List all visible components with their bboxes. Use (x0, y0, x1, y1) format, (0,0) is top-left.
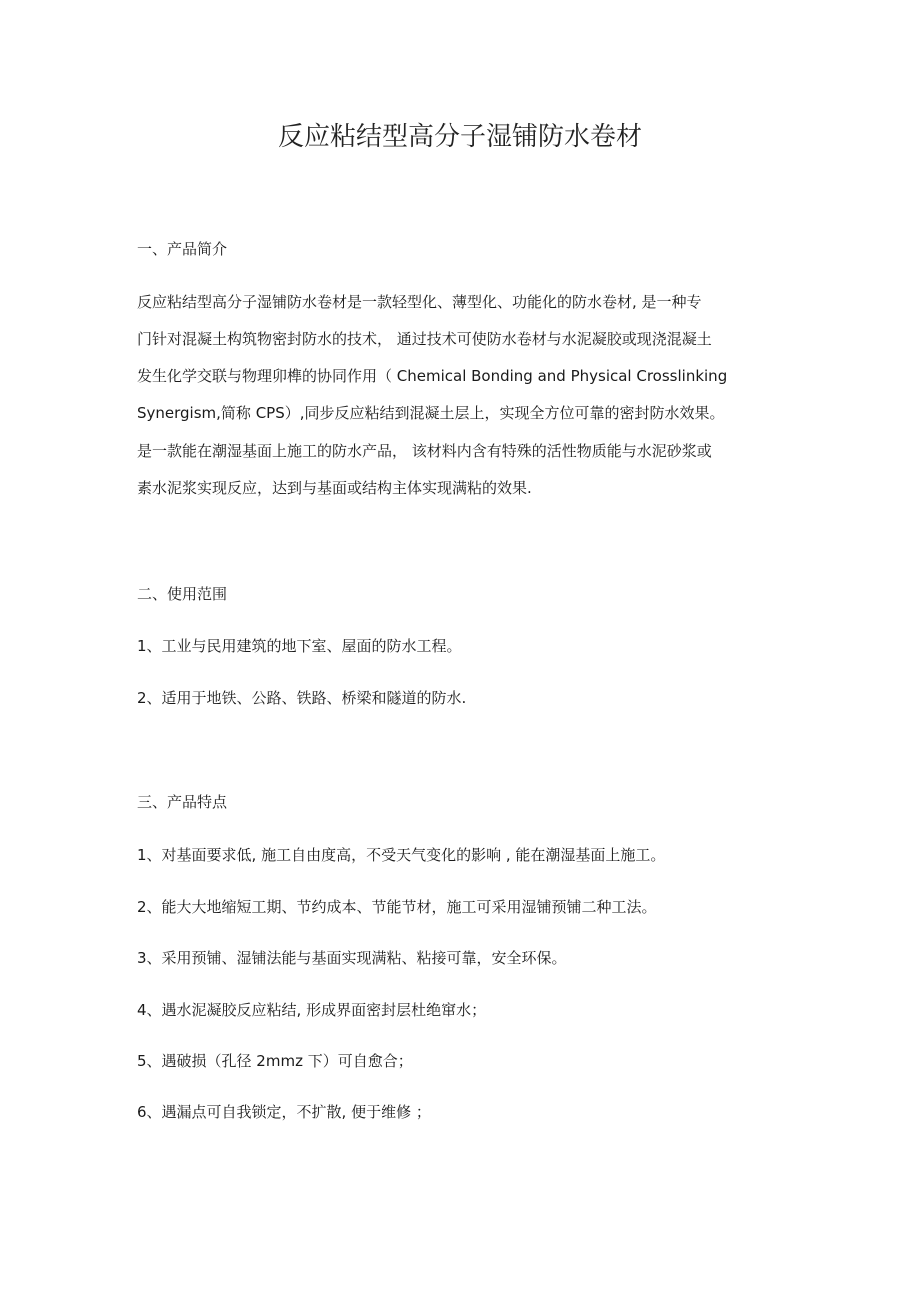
paragraph-line: 发生化学交联与物理卯榫的协同作用（ Chemical Bonding and Physical Crosslinking (137, 367, 728, 385)
paragraph-line: 门针对混凝土构筑物密封防水的技术， 通过技术可使防水卷材与水泥凝胶或现浇混凝土 (137, 330, 712, 348)
paragraph-line: 反应粘结型高分子湿铺防水卷材是一款轻型化、薄型化、功能化的防水卷材, 是一种专 (137, 293, 702, 311)
paragraph-line: 素水泥浆实现反应，达到与基面或结构主体实现满粘的效果. (137, 479, 532, 497)
list-item: 4、遇水泥凝胶反应粘结, 形成界面密封层杜绝窜水； (137, 1001, 487, 1019)
document-title: 反应粘结型高分子湿铺防水卷材 (277, 122, 642, 152)
section-heading-intro: 一、产品简介 (137, 240, 228, 258)
section-heading-scope: 二、使用范围 (137, 585, 228, 603)
paragraph-line: Synergism,简称 CPS）,同步反应粘结到混凝土层上，实现全方位可靠的密封防水效果。 (137, 404, 725, 422)
list-item: 3、采用预铺、湿铺法能与基面实现满粘、粘接可靠，安全环保。 (137, 949, 567, 967)
list-item: 5、遇破损（孔径 2mmz 下）可自愈合； (137, 1052, 413, 1070)
list-item: 2、能大大地缩短工期、节约成本、节能节材，施工可采用湿铺预铺二种工法。 (137, 898, 657, 916)
section-heading-features: 三、产品特点 (137, 793, 228, 811)
list-item: 1、工业与民用建筑的地下室、屋面的防水工程。 (137, 637, 462, 655)
list-item: 2、适用于地铁、公路、铁路、桥梁和隧道的防水. (137, 689, 467, 707)
list-item: 1、对基面要求低, 施工自由度高，不受天气变化的影响 , 能在潮湿基面上施工。 (137, 846, 666, 864)
paragraph-line: 是一款能在潮湿基面上施工的防水产品， 该材料内含有特殊的活性物质能与水泥砂浆或 (137, 442, 712, 460)
list-item: 6、遇漏点可自我锁定，不扩散, 便于维修 ； (137, 1103, 431, 1121)
